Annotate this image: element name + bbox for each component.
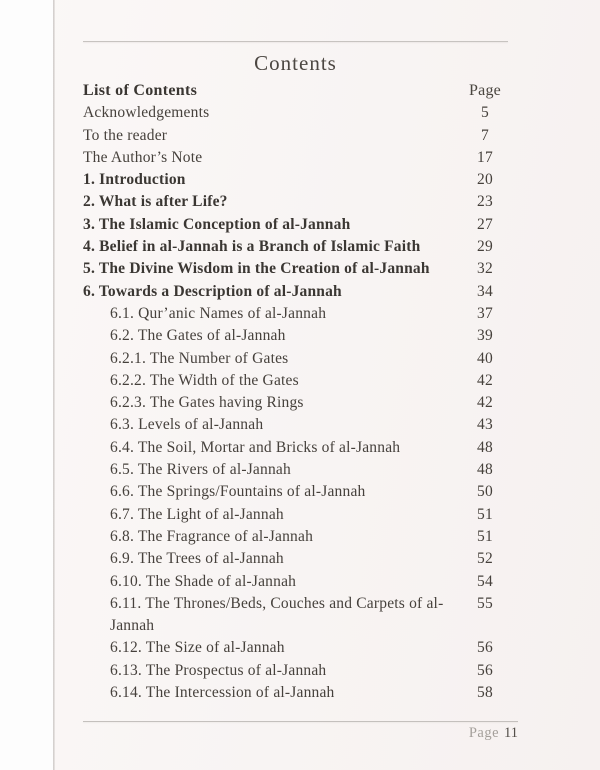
scan-edge-strip bbox=[0, 0, 53, 770]
toc-entry-page-number: 56 bbox=[477, 661, 493, 679]
toc-row bbox=[83, 637, 508, 659]
toc-row bbox=[83, 392, 508, 414]
page-edge-line bbox=[53, 0, 55, 770]
toc-entry-page-number: 56 bbox=[477, 639, 493, 657]
toc-entry-label: 4. Belief in al-Jannah is a Branch of Islamic Faith bbox=[83, 238, 421, 256]
toc-row bbox=[83, 147, 508, 169]
toc-entry-page-number: 42 bbox=[477, 394, 493, 412]
toc-row bbox=[83, 504, 508, 526]
toc-row bbox=[83, 325, 508, 347]
toc-row bbox=[83, 526, 508, 548]
toc-entry-label: 6.8. The Fragrance of al-Jannah bbox=[110, 527, 314, 545]
page-footer bbox=[83, 723, 518, 744]
toc-entry-page-number: 5 bbox=[481, 104, 489, 122]
toc-entry-page-number: 42 bbox=[477, 371, 493, 389]
toc-entry-page-number: 48 bbox=[477, 461, 493, 479]
toc-entry-label: 6.12. The Size of al-Jannah bbox=[110, 639, 285, 657]
toc-entry-page-number: 32 bbox=[477, 260, 493, 278]
toc-entry-label: 6.7. The Light of al-Jannah bbox=[110, 505, 284, 523]
toc-entry-label: 6.2.1. The Number of Gates bbox=[110, 349, 289, 367]
toc-entry-label: 1. Introduction bbox=[83, 171, 186, 189]
toc-row bbox=[83, 481, 508, 503]
toc-entry-page-number: 50 bbox=[477, 483, 493, 501]
toc-entry-page-number: 51 bbox=[477, 505, 493, 523]
toc-row bbox=[83, 348, 508, 370]
toc-row bbox=[83, 258, 508, 280]
toc-row bbox=[83, 281, 508, 303]
page-column-header: Page bbox=[469, 82, 501, 99]
toc-entry-label: 6.2. The Gates of al-Jannah bbox=[110, 327, 286, 345]
toc-entry-page-number: 54 bbox=[477, 572, 493, 590]
toc-row bbox=[83, 571, 508, 593]
toc-entry-page-number: 29 bbox=[477, 238, 493, 256]
toc-entry-label: Acknowledgements bbox=[83, 104, 210, 122]
toc-row bbox=[83, 303, 508, 325]
toc-entry-page-number: 55 bbox=[477, 594, 493, 612]
footer-page-number: 11 bbox=[504, 725, 518, 742]
toc-row bbox=[83, 370, 508, 392]
toc-entry-label: 6.5. The Rivers of al-Jannah bbox=[110, 461, 291, 479]
footer-page-label: Page bbox=[468, 725, 500, 742]
toc-row bbox=[83, 125, 508, 147]
toc-row bbox=[83, 548, 508, 570]
toc-entry-page-number: 51 bbox=[477, 527, 493, 545]
toc-entry-page-number: 52 bbox=[477, 550, 493, 568]
toc-row bbox=[83, 236, 508, 258]
toc-entry-label: 6.2.3. The Gates having Rings bbox=[110, 394, 304, 412]
toc-entry-page-number: 39 bbox=[477, 327, 493, 345]
page-title: Contents bbox=[254, 51, 337, 75]
toc-header-row bbox=[83, 80, 508, 102]
toc-entry-page-number: 17 bbox=[477, 148, 493, 166]
toc-entry-page-number: 48 bbox=[477, 438, 493, 456]
toc-entry-page-number: 23 bbox=[477, 193, 493, 211]
toc-entry-label: 3. The Islamic Conception of al-Jannah bbox=[83, 215, 351, 233]
toc-entry-page-number: 20 bbox=[477, 171, 493, 189]
toc-entry-label: 6.2.2. The Width of the Gates bbox=[110, 371, 299, 389]
toc-entry-page-number: 27 bbox=[477, 215, 493, 233]
toc-entry-label: 6.4. The Soil, Mortar and Bricks of al-Jannah bbox=[110, 438, 401, 456]
toc-entry-label: The Author’s Note bbox=[83, 148, 203, 166]
toc-entry-label: To the reader bbox=[83, 126, 168, 144]
bottom-divider bbox=[83, 721, 518, 722]
toc-entry-label: 2. What is after Life? bbox=[83, 193, 228, 211]
toc-row bbox=[83, 682, 508, 704]
toc-row bbox=[83, 593, 508, 638]
toc-row bbox=[83, 660, 508, 682]
toc-entry-label: 6.13. The Prospectus of al-Jannah bbox=[110, 661, 327, 679]
toc-content bbox=[83, 41, 518, 744]
toc-entry-label: 6.9. The Trees of al-Jannah bbox=[110, 550, 284, 568]
toc-entry-page-number: 34 bbox=[477, 282, 493, 300]
toc-row bbox=[83, 214, 508, 236]
toc-entry-page-number: 43 bbox=[477, 416, 493, 434]
toc-entry-label: 6. Towards a Description of al-Jannah bbox=[83, 282, 342, 300]
toc-entry-page-number: 40 bbox=[477, 349, 493, 367]
toc-entry-label: 6.14. The Intercession of al-Jannah bbox=[110, 684, 335, 702]
toc-entry-label: 6.3. Levels of al-Jannah bbox=[110, 416, 264, 434]
toc-list bbox=[83, 102, 508, 704]
toc-row bbox=[83, 459, 508, 481]
toc-row bbox=[83, 169, 508, 191]
toc-entry-label: 5. The Divine Wisdom in the Creation of al-Jannah bbox=[83, 260, 430, 278]
top-divider bbox=[83, 41, 508, 42]
toc-header-label: List of Contents bbox=[83, 82, 198, 99]
toc-entry-page-number: 58 bbox=[477, 684, 493, 702]
toc-entry-label: 6.1. Qur’anic Names of al-Jannah bbox=[110, 304, 327, 322]
toc-row bbox=[83, 102, 508, 124]
toc-entry-label: 6.10. The Shade of al-Jannah bbox=[110, 572, 297, 590]
toc-row bbox=[83, 191, 508, 213]
toc-entry-page-number: 7 bbox=[481, 126, 489, 144]
toc-entry-label: 6.6. The Springs/Fountains of al-Jannah bbox=[110, 483, 366, 501]
toc-entry-page-number: 37 bbox=[477, 304, 493, 322]
toc-row bbox=[83, 414, 508, 436]
toc-entry-label: 6.11. The Thrones/Beds, Couches and Carpets of al-Jannah bbox=[110, 594, 444, 635]
toc-row bbox=[83, 437, 508, 459]
